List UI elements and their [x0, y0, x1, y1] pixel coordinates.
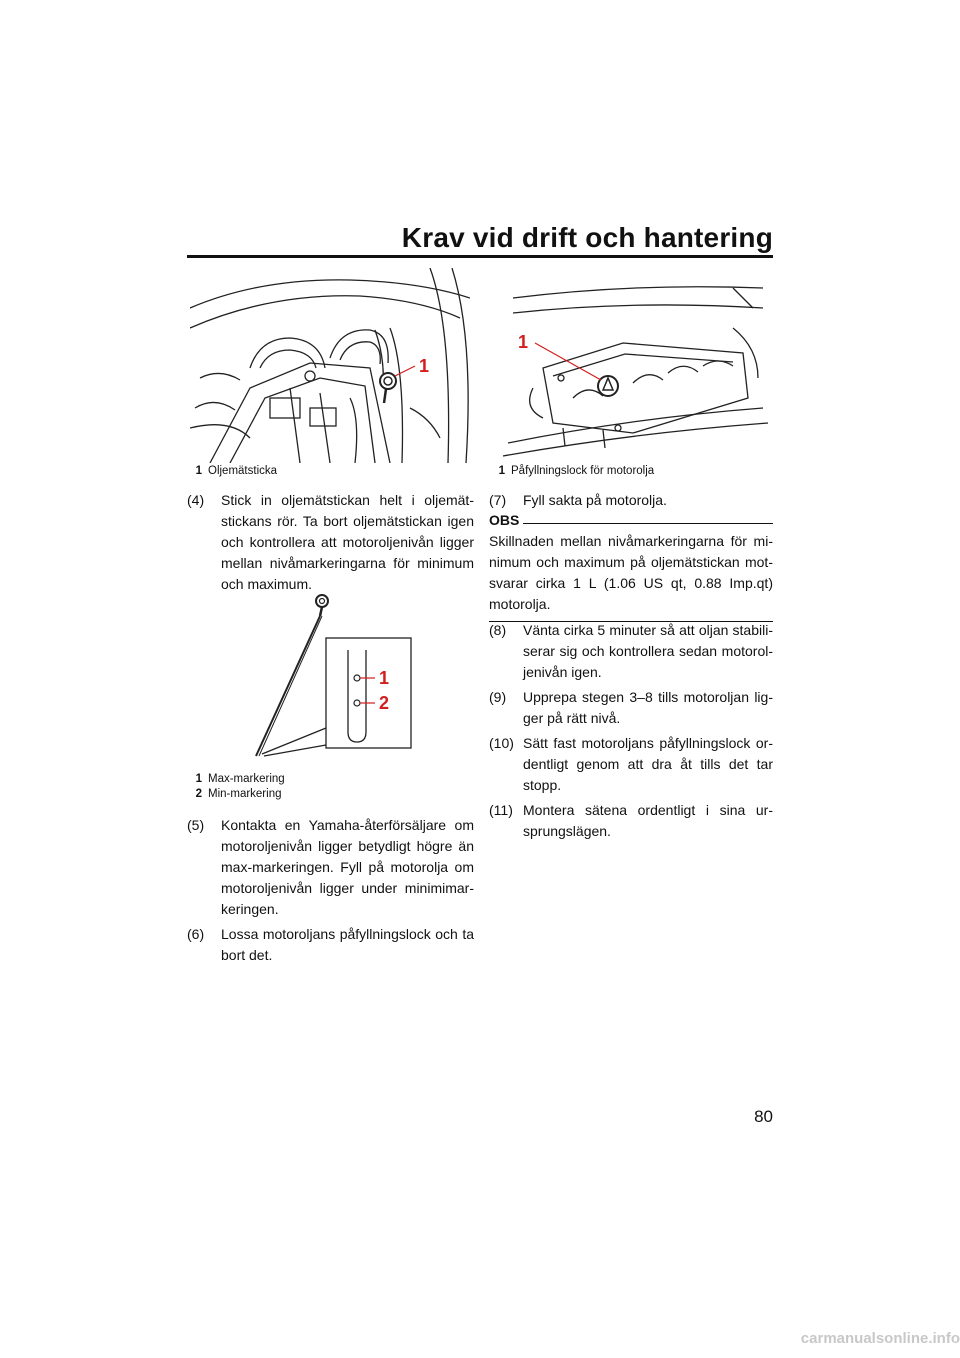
callout-1: 1 — [379, 668, 390, 688]
callout-1: 1 — [518, 332, 529, 352]
step-number: (4) — [187, 492, 205, 508]
list-item — [489, 733, 773, 796]
step-text: Fyll sakta på motorolja. — [523, 492, 667, 508]
figure-caption — [190, 464, 470, 479]
footer-watermark[interactable]: carmanualsonline.info — [800, 1330, 960, 1347]
dipstick-illustration — [240, 590, 415, 760]
figure-dipstick-marks — [240, 590, 415, 760]
page-number: 80 — [754, 1107, 773, 1126]
caption-text: Oljemätsticka — [208, 465, 278, 477]
step-number: (10) — [489, 735, 514, 751]
engine-bay-illustration — [190, 268, 470, 463]
obs-heading — [489, 512, 773, 528]
callout-1: 1 — [419, 356, 430, 376]
list-item — [489, 620, 773, 683]
steps-left-top — [187, 490, 474, 599]
list-item — [187, 924, 474, 966]
step-number: (11) — [489, 802, 513, 818]
step-number: (6) — [187, 926, 205, 942]
steps-right — [489, 620, 773, 846]
figure-dipstick-engine — [190, 268, 470, 463]
step-number: (7) — [489, 492, 507, 508]
list-item — [187, 490, 474, 595]
list-item — [489, 800, 773, 842]
step-text: Vänta cirka 5 minuter så att oljan stabili-serar sig och kontrollera sedan motorol-jenivån igen. — [523, 622, 773, 680]
obs-note — [489, 512, 773, 622]
step-text: Kontakta en Yamaha-återförsäljare om motoroljenivån ligger betydligt högre än max-markeringen. Fyll på motorolja om motoroljenivån ligger under minimimar-keringen. — [221, 817, 474, 917]
caption-item — [190, 772, 470, 787]
caption-text: Min-markering — [208, 788, 282, 800]
step-number: (5) — [187, 817, 205, 833]
caption-number: 1 — [195, 773, 202, 785]
list-item — [187, 815, 474, 920]
figure-captions — [190, 772, 470, 802]
caption-item — [190, 787, 470, 802]
filler-cap-illustration — [493, 268, 773, 463]
list-item — [489, 490, 773, 511]
caption-number: 1 — [498, 465, 505, 477]
step-number: (8) — [489, 622, 507, 638]
obs-heading-rule — [523, 523, 773, 524]
step-text: Montera sätena ordentligt i sina ur-sprungslägen. — [523, 802, 773, 839]
list-item — [489, 687, 773, 729]
step-text: Upprepa stegen 3–8 tills motoroljan lig-ger på rätt nivå. — [523, 689, 773, 726]
obs-label: OBS — [489, 512, 520, 528]
figure-caption — [493, 464, 773, 479]
steps-left-bottom — [187, 815, 474, 970]
step-text: Lossa motoroljans påfyllningslock och ta bort det. — [221, 926, 474, 963]
caption-text: Påfyllningslock för motorolja — [511, 465, 655, 477]
page-title: Krav vid drift och hantering — [401, 222, 773, 253]
step-text: Stick in oljemätstickan helt i oljemät-stickans rör. Ta bort oljemätstickan igen och kontrollera att motoroljenivån ligger mellan nivåmarkeringarna för minimum och maximum. — [221, 492, 474, 592]
step-text: Sätt fast motoroljans påfyllningslock or-dentligt genom att dra åt tills det tar stopp. — [523, 735, 773, 793]
header-rule — [187, 255, 773, 258]
step-number: (9) — [489, 689, 507, 705]
figure-filler-cap — [493, 268, 773, 463]
caption-number: 1 — [195, 465, 202, 477]
callout-2: 2 — [379, 693, 390, 713]
obs-text: Skillnaden mellan nivåmarkeringarna för mi-nimum och maximum på oljemätstickan mot-svarar cirka 1 L (1.06 US qt, 0.88 Imp.qt) motorolja. — [489, 533, 773, 612]
caption-number: 2 — [195, 788, 202, 800]
caption-text: Max-markering — [208, 773, 285, 785]
